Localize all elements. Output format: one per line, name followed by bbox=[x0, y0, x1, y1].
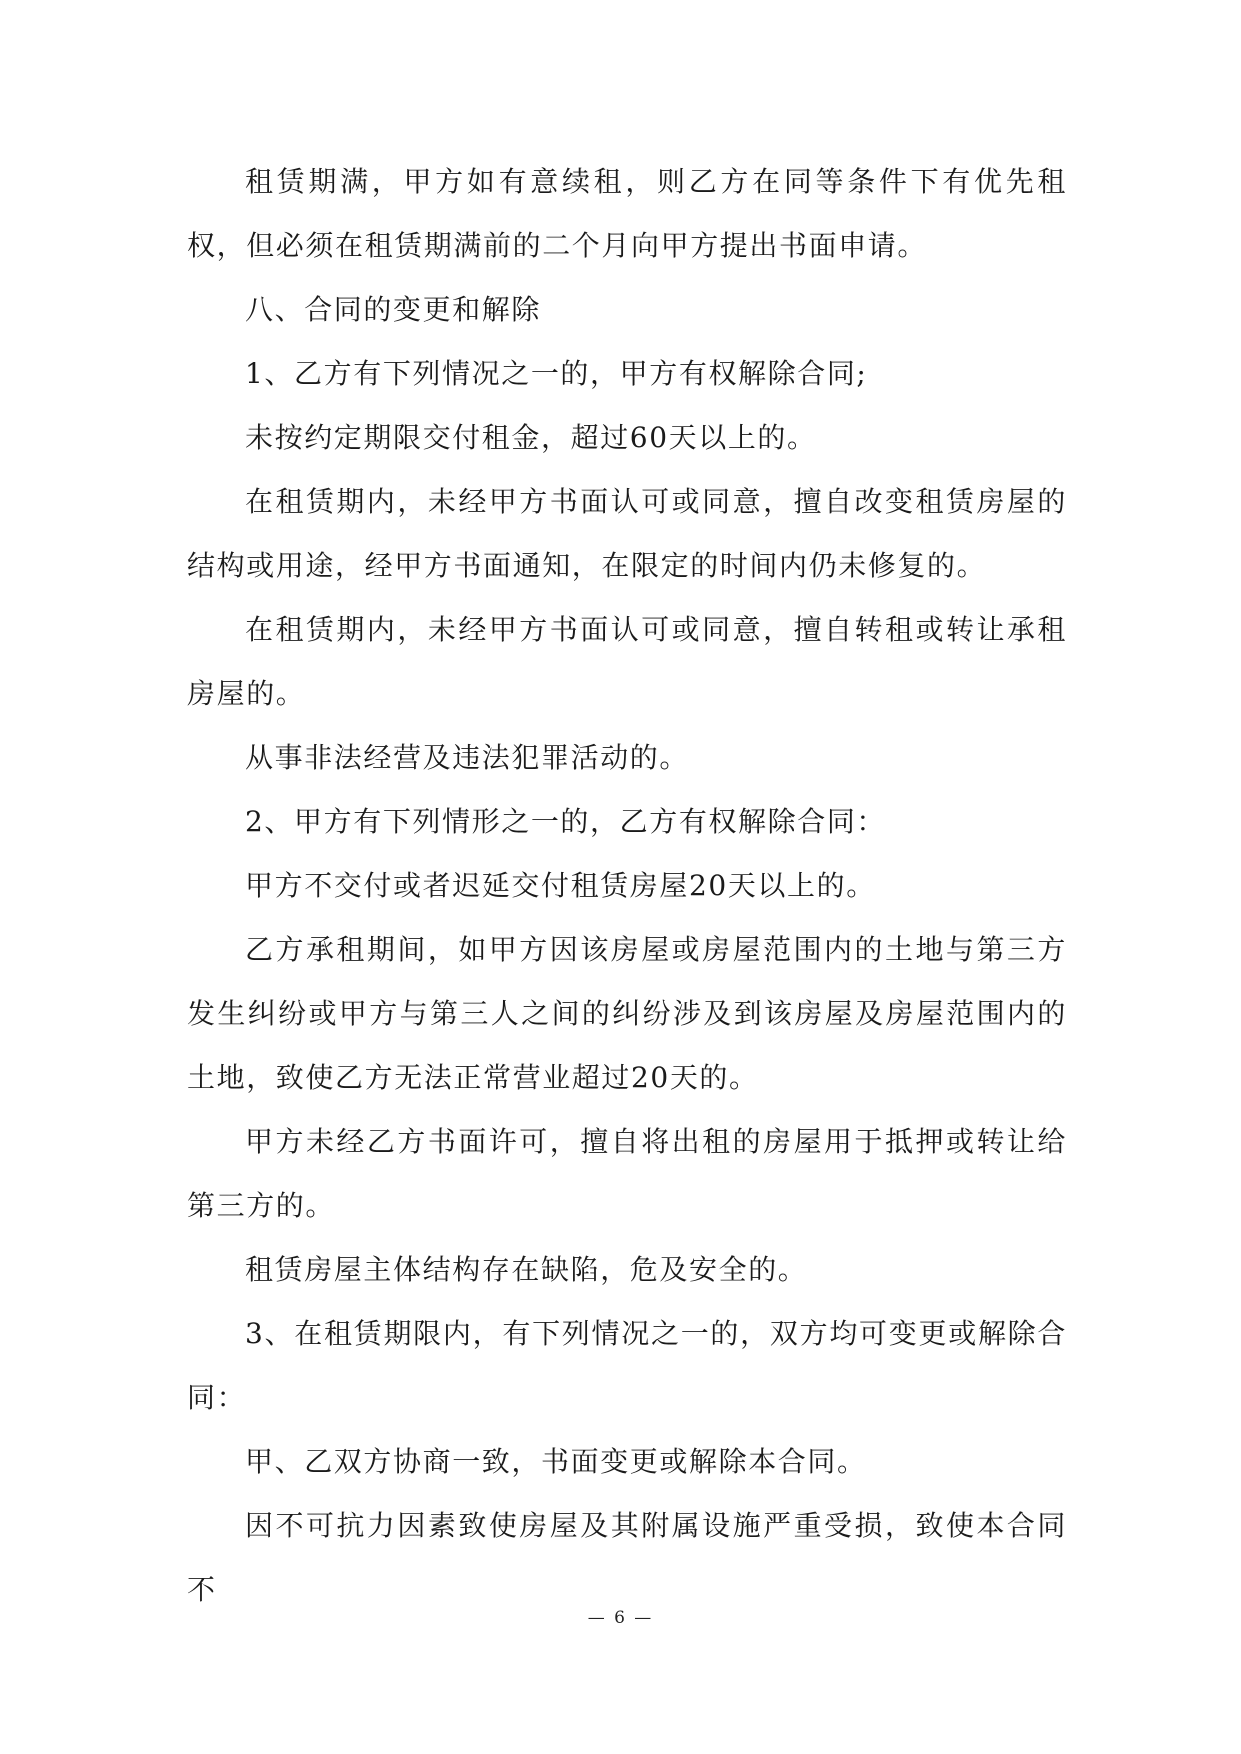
paragraph-rent-overdue: 未按约定期限交付租金，超过60天以上的。 bbox=[245, 421, 817, 454]
paragraph-late-delivery: 甲方不交付或者迟延交付租赁房屋20天以上的。 bbox=[245, 869, 876, 902]
paragraph-renewal: 租赁期满，甲方如有意续租，则乙方在同等条件下有优先租权，但必须在租赁期满前的二个月向甲方提出书面申请。 bbox=[187, 165, 1067, 262]
paragraph-clause-2: 2、甲方有下列情形之一的，乙方有权解除合同： bbox=[245, 805, 887, 838]
page-number: — 6 — bbox=[587, 1608, 654, 1628]
document-body bbox=[187, 150, 1067, 1622]
paragraph-force-majeure: 因不可抗力因素致使房屋及其附属设施严重受损，致使本合同不 bbox=[187, 1509, 1067, 1606]
paragraph-dispute: 乙方承租期间，如甲方因该房屋或房屋范围内的土地与第三方发生纠纷或甲方与第三人之间的纠纷涉及到该房屋及房屋范围内的土地，致使乙方无法正常营业超过20天的。 bbox=[187, 933, 1067, 1094]
paragraph-illegal-activity: 从事非法经营及违法犯罪活动的。 bbox=[245, 741, 690, 774]
paragraph-sublet: 在租赁期内，未经甲方书面认可或同意，擅自转租或转让承租房屋的。 bbox=[187, 613, 1067, 710]
paragraph-clause-1: 1、乙方有下列情况之一的，甲方有权解除合同; bbox=[245, 357, 868, 390]
paragraph-mutual-agreement: 甲、乙双方协商一致，书面变更或解除本合同。 bbox=[245, 1445, 867, 1478]
paragraph-structure-change: 在租赁期内，未经甲方书面认可或同意，擅自改变租赁房屋的结构或用途，经甲方书面通知，在限定的时间内仍未修复的。 bbox=[187, 485, 1067, 582]
paragraph-clause-3: 3、在租赁期限内，有下列情况之一的，双方均可变更或解除合同： bbox=[187, 1317, 1067, 1414]
paragraph-mortgage: 甲方未经乙方书面许可，擅自将出租的房屋用于抵押或转让给第三方的。 bbox=[187, 1125, 1067, 1222]
section-heading-8: 八、合同的变更和解除 bbox=[245, 293, 542, 326]
paragraph-structural-defect: 租赁房屋主体结构存在缺陷，危及安全的。 bbox=[245, 1253, 808, 1286]
